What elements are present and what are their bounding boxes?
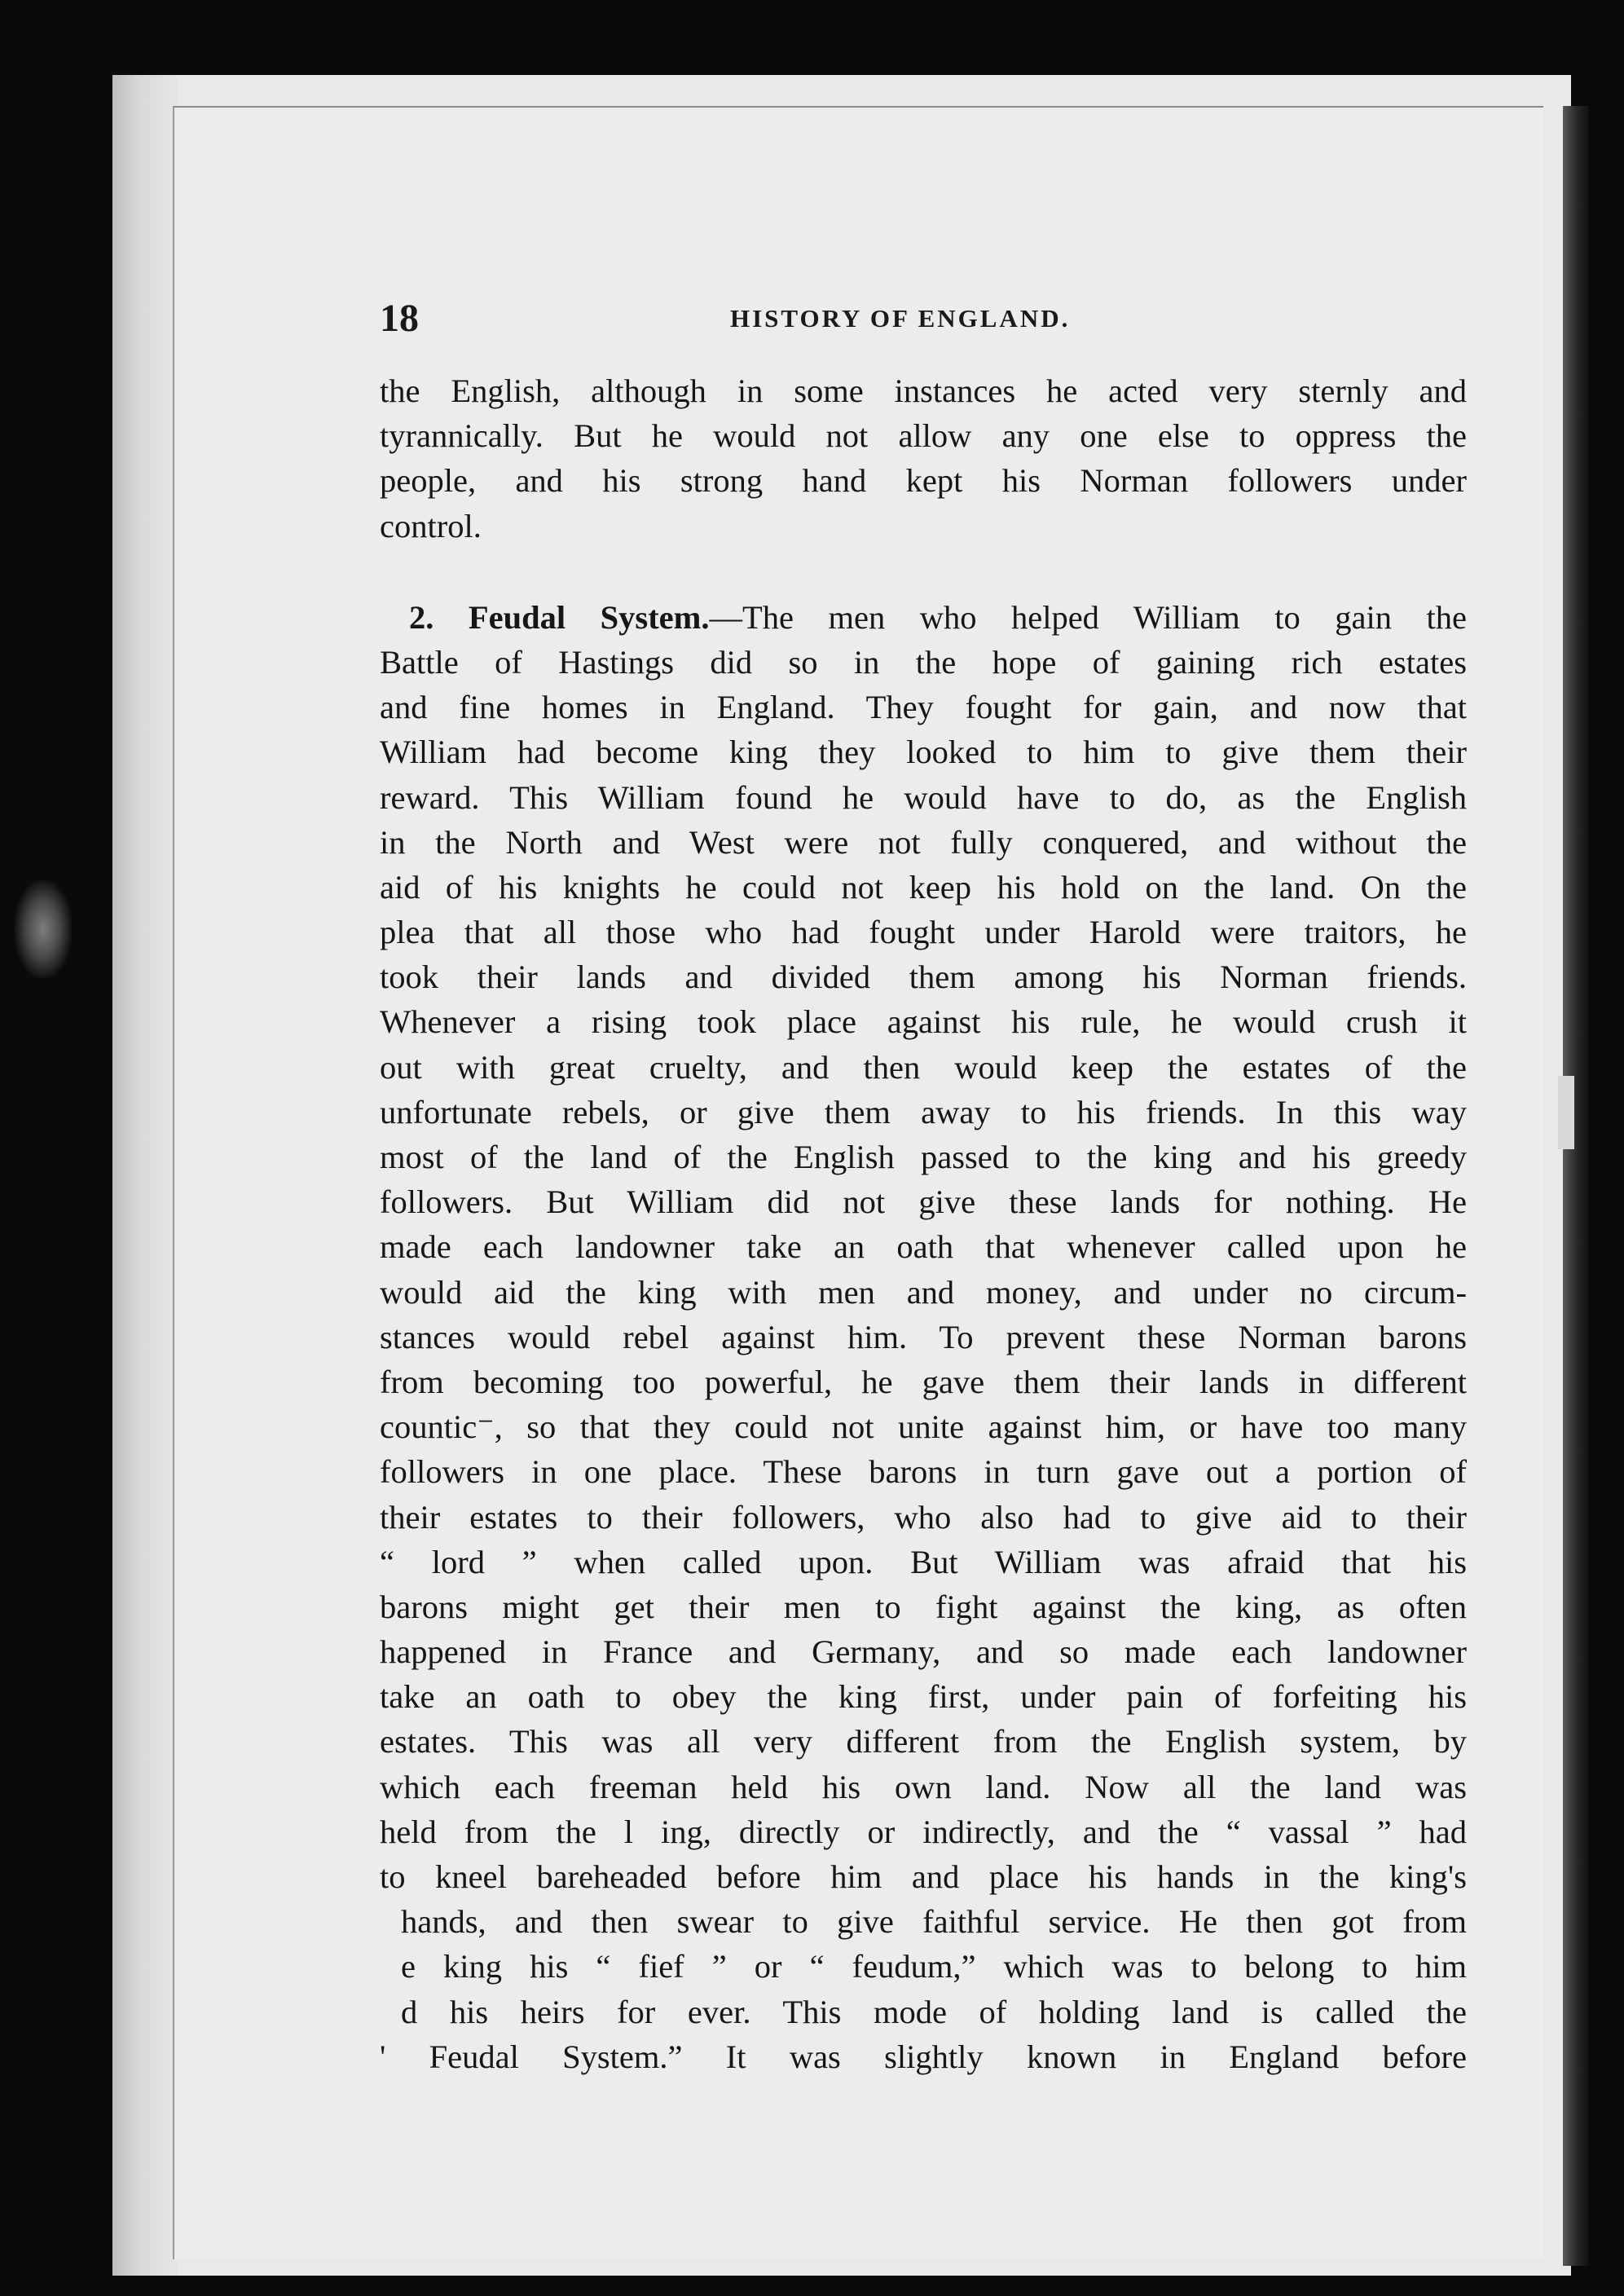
text-line: e king his “ fief ” or “ feudum,” which was to belong to him <box>401 1948 1467 1985</box>
text-line: the English, although in some instances he acted very sternly and <box>380 372 1467 409</box>
section-first-line-text: —The men who helped William to gain the <box>709 598 1468 636</box>
page-edge-highlight <box>1558 1076 1574 1149</box>
text-line: plea that all those who had fought under Harold were traitors, he <box>380 914 1467 951</box>
section-heading: Feudal System. <box>468 598 710 636</box>
text-line: happened in France and Germany, and so made each landowner <box>380 1633 1467 1671</box>
page-right-edge <box>1563 106 1589 2266</box>
page-gutter-shadow <box>112 75 178 2276</box>
text-line: Battle of Hastings did so in the hope of gaining rich estates <box>380 643 1467 681</box>
paragraph-1 <box>380 368 1467 549</box>
text-line: d his heirs for ever. This mode of holding land is called the <box>401 1993 1467 2030</box>
text-line: took their lands and divided them among his Norman friends. <box>380 959 1467 996</box>
text-line: control. <box>380 507 482 544</box>
section-2-feudal-system <box>380 595 1467 2079</box>
section-number: 2. <box>409 598 434 636</box>
text-line: in the North and West were not fully conquered, and without the <box>380 823 1467 861</box>
paragraph-gap <box>380 549 1467 595</box>
text-line: most of the land of the English passed to the king and his greedy <box>380 1139 1467 1175</box>
text-line: people, and his strong hand kept his Norman followers under <box>380 462 1467 500</box>
section-first-line <box>380 595 1467 640</box>
text-line: aid of his knights he could not keep his hold on the land. On the <box>380 868 1467 906</box>
text-line: followers. But William did not give these lands for nothing. He <box>380 1183 1467 1221</box>
text-line: their estates to their followers, who also had to give aid to their <box>380 1498 1467 1536</box>
text-line: “ lord ” when called upon. But William was afraid that his <box>380 1543 1467 1580</box>
text-line: take an oath to obey the king first, under pain of forfeiting his <box>380 1678 1467 1716</box>
text-line: stances would rebel against him. To prevent these Norman barons <box>380 1318 1467 1355</box>
text-line: Whenever a rising took place against his rule, he would crush it <box>380 1003 1467 1041</box>
text-line: out with great cruelty, and then would keep the estates of the <box>380 1048 1467 1086</box>
text-line: tyrannically. But he would not allow any one else to oppress the <box>380 417 1467 455</box>
text-line: followers in one place. These barons in turn gave out a portion of <box>380 1453 1467 1491</box>
text-line: held from the l ing, directly or indirectly, and the “ vassal ” had <box>380 1813 1467 1850</box>
text-line: William had become king they looked to him to give them their <box>380 734 1467 771</box>
page-number: 18 <box>380 297 419 340</box>
text-line: to kneel bareheaded before him and place his hands in the king's <box>380 1858 1467 1895</box>
page-header <box>380 290 1467 347</box>
text-line: hands, and then swear to give faithful service. He then got from <box>401 1903 1467 1941</box>
text-line: barons might get their men to fight against the king, as often <box>380 1588 1467 1625</box>
text-line: would aid the king with men and money, and under no circum- <box>380 1273 1467 1311</box>
running-title: HISTORY OF ENGLAND. <box>730 304 1071 333</box>
body-text <box>380 368 1467 2079</box>
text-line: from becoming too powerful, he gave them their lands in different <box>380 1363 1467 1400</box>
text-line: countic⁻, so that they could not unite against him, or have too many <box>380 1408 1467 1446</box>
text-line: estates. This was all very different from the English system, by <box>380 1723 1467 1761</box>
text-line: reward. This William found he would have to do, as the English <box>380 778 1467 816</box>
text-line: ' Feudal System.” It was slightly known in England before <box>380 2038 1467 2075</box>
text-line: made each landowner take an oath that whenever called upon he <box>380 1228 1467 1266</box>
margin-smudge <box>15 880 72 978</box>
text-line: unfortunate rebels, or give them away to his friends. In this way <box>380 1093 1467 1130</box>
text-line: which each freeman held his own land. Now all the land was <box>380 1768 1467 1805</box>
text-line: and fine homes in England. They fought for gain, and now that <box>380 689 1467 726</box>
